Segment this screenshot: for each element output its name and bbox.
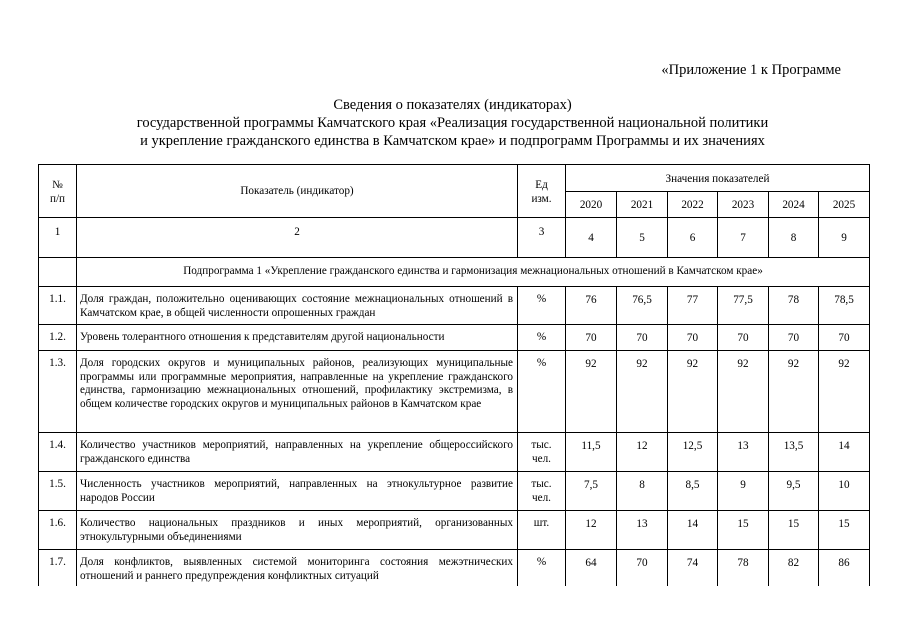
row-number: 1.7. [39, 550, 77, 587]
subprogram-title: Подпрограмма 1 «Укрепление гражданского единства и гармонизация межнациональных отношений в Камчатском крае» [77, 258, 870, 287]
indicator-value: 86 [819, 550, 870, 587]
indicator-value: 74 [668, 550, 718, 587]
indicator-unit: % [518, 351, 566, 433]
table-row [39, 287, 870, 325]
indicator-value: 9 [718, 472, 769, 511]
column-number: 9 [819, 218, 870, 258]
indicator-value: 13 [617, 511, 668, 550]
indicator-value: 78 [718, 550, 769, 587]
indicator-value: 92 [819, 351, 870, 433]
column-number: 7 [718, 218, 769, 258]
indicator-unit: тыс. чел. [518, 433, 566, 472]
table-row [39, 511, 870, 550]
indicators-table [38, 164, 870, 586]
indicator-value: 12 [617, 433, 668, 472]
indicator-value: 8 [617, 472, 668, 511]
column-number: 5 [617, 218, 668, 258]
indicator-value: 9,5 [769, 472, 819, 511]
indicator-value: 64 [566, 550, 617, 587]
indicator-value: 13 [718, 433, 769, 472]
column-number: 8 [769, 218, 819, 258]
row-number: 1.1. [39, 287, 77, 325]
indicator-value: 15 [769, 511, 819, 550]
column-number: 3 [518, 218, 566, 258]
header-indicator: Показатель (индикатор) [77, 165, 518, 218]
column-number: 2 [77, 218, 518, 258]
row-number: 1.3. [39, 351, 77, 433]
indicator-value: 70 [617, 550, 668, 587]
header-number: № п/п [39, 165, 77, 218]
indicator-value: 70 [769, 325, 819, 351]
indicator-value: 14 [668, 511, 718, 550]
indicator-value: 70 [819, 325, 870, 351]
header-year: 2022 [668, 192, 718, 218]
indicator-value: 70 [718, 325, 769, 351]
table-row [39, 433, 870, 472]
indicator-name: Доля граждан, положительно оценивающих состояние межнациональных отношений в Камчатском крае, в общей численности опрошенных граждан [77, 287, 518, 325]
indicator-unit: % [518, 550, 566, 587]
header-unit: Ед изм. [518, 165, 566, 218]
indicator-value: 92 [566, 351, 617, 433]
indicator-value: 92 [617, 351, 668, 433]
table-row [39, 325, 870, 351]
header-values-title: Значения показателей [566, 165, 870, 192]
column-number: 4 [566, 218, 617, 258]
column-number: 6 [668, 218, 718, 258]
indicator-name: Доля конфликтов, выявленных системой мониторинга состояния межэтнических отношений и раннего предупреждения конфликтных ситуаций [77, 550, 518, 587]
indicator-value: 15 [718, 511, 769, 550]
row-number: 1.6. [39, 511, 77, 550]
indicator-value: 82 [769, 550, 819, 587]
subprogram-number-cell [39, 258, 77, 287]
indicator-name: Доля городских округов и муниципальных районов, реализующих муниципальные программы или программные мероприятия, направленные на укрепление гражданского единства, гармонизацию межнациональных отношений, профилактику экстремизма, в общем количестве городских округов и муниципальных районов в Камчатском крае [77, 351, 518, 433]
heading-line: Сведения о показателях (индикаторах) [333, 97, 572, 113]
indicator-value: 76 [566, 287, 617, 325]
table-row [39, 472, 870, 511]
indicator-value: 8,5 [668, 472, 718, 511]
indicator-name: Уровень толерантного отношения к представителям другой национальности [77, 325, 518, 351]
indicator-value: 15 [819, 511, 870, 550]
header-year: 2023 [718, 192, 769, 218]
heading-line: государственной программы Камчатского края «Реализация государственной национальной политики [136, 115, 769, 131]
row-number: 1.2. [39, 325, 77, 351]
indicator-value: 13,5 [769, 433, 819, 472]
row-number: 1.5. [39, 472, 77, 511]
indicator-value: 77,5 [718, 287, 769, 325]
indicator-value: 12,5 [668, 433, 718, 472]
indicator-value: 92 [668, 351, 718, 433]
document-heading [0, 96, 905, 150]
indicator-value: 70 [566, 325, 617, 351]
indicator-unit: % [518, 287, 566, 325]
table-row [39, 550, 870, 587]
indicator-unit: % [518, 325, 566, 351]
indicator-value: 92 [769, 351, 819, 433]
heading-line: и укрепление гражданского единства в Камчатском крае» и подпрограмм Программы и их значениях [140, 133, 765, 149]
indicator-value: 14 [819, 433, 870, 472]
header-year: 2021 [617, 192, 668, 218]
indicator-name: Численность участников мероприятий, направленных на этнокультурное развитие народов России [77, 472, 518, 511]
indicator-unit: шт. [518, 511, 566, 550]
indicator-value: 78 [769, 287, 819, 325]
indicator-value: 10 [819, 472, 870, 511]
indicator-value: 11,5 [566, 433, 617, 472]
indicator-value: 92 [718, 351, 769, 433]
indicator-value: 70 [617, 325, 668, 351]
table-row [39, 351, 870, 433]
appendix-label: «Приложение 1 к Программе [661, 62, 841, 78]
indicator-name: Количество национальных праздников и иных мероприятий, организованных этнокультурными объединениями [77, 511, 518, 550]
indicator-value: 76,5 [617, 287, 668, 325]
indicator-value: 12 [566, 511, 617, 550]
indicator-name: Количество участников мероприятий, направленных на укрепление общероссийского гражданского единства [77, 433, 518, 472]
row-number: 1.4. [39, 433, 77, 472]
column-number: 1 [39, 218, 77, 258]
indicator-value: 78,5 [819, 287, 870, 325]
header-year: 2025 [819, 192, 870, 218]
indicator-unit: тыс. чел. [518, 472, 566, 511]
header-year: 2020 [566, 192, 617, 218]
indicator-value: 70 [668, 325, 718, 351]
indicator-value: 7,5 [566, 472, 617, 511]
indicator-value: 77 [668, 287, 718, 325]
header-year: 2024 [769, 192, 819, 218]
